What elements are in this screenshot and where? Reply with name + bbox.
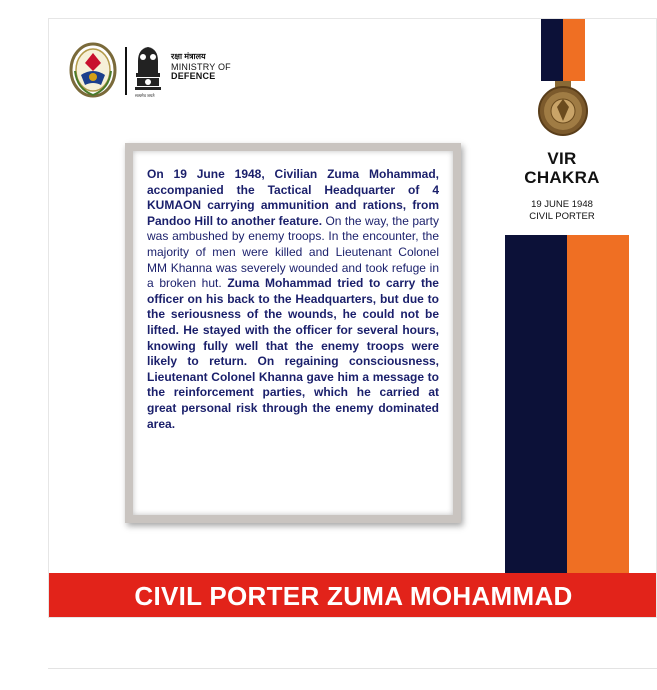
vir-chakra-medal-icon <box>533 19 593 141</box>
ribbon-stripe-navy <box>505 235 567 575</box>
award-name-line2: CHAKRA <box>524 168 600 187</box>
ribbon-stripe-orange <box>567 235 629 575</box>
lion-capital-emblem-icon <box>133 43 163 97</box>
award-card <box>48 18 657 618</box>
bottom-divider <box>48 668 657 669</box>
ministry-label-line2: DEFENCE <box>171 71 216 81</box>
tri-services-crest-icon <box>67 41 119 99</box>
award-name <box>511 149 613 187</box>
citation-segment-2: On the way, the party was ambushed by enemy troops. In the encounter, the majority of men were killed and Lieutenant Colonel MM Khanna was severely wounded and took refuge in a broken hut. <box>147 213 439 291</box>
award-role: CIVIL PORTER <box>529 211 595 222</box>
award-name-line1: VIR <box>547 149 577 168</box>
citation-segment-3: Zuma Mohammad tried to carry the officer on his back to the Headquarters, but due to the seriousness of the wounds, he could not be lifted. He stayed with the officer for several hours, knowing fully well that the enemy troops were likely to return. On regaining consciousness, Lieutenant Colonel Khanna gave him a message to the reinforcement parties, which he carried at great personal risk through the enemy dominated area. <box>147 276 439 431</box>
ministry-hindi-label: रक्षा मंत्रालय <box>171 52 206 61</box>
award-date: 19 JUNE 1948 <box>531 199 593 210</box>
citation-segment-1: On 19 June 1948, Civilian Zuma Mohammad, accompanied the Tactical Headquarter of 4 KUMAON carrying ammunition and rations, from Pandoo Hill to another feature. <box>147 167 439 228</box>
emblem-motto: सत्यमेव जयते <box>135 93 155 98</box>
citation-text <box>147 167 439 432</box>
citation-panel <box>133 151 453 515</box>
logo-separator <box>125 47 127 95</box>
name-banner <box>49 573 657 618</box>
citation-frame <box>125 143 461 523</box>
ministry-wordmark <box>171 53 231 81</box>
ministry-label-line1: MINISTRY OF <box>171 62 231 72</box>
banner-title: CIVIL PORTER ZUMA MOHAMMAD <box>134 580 573 611</box>
